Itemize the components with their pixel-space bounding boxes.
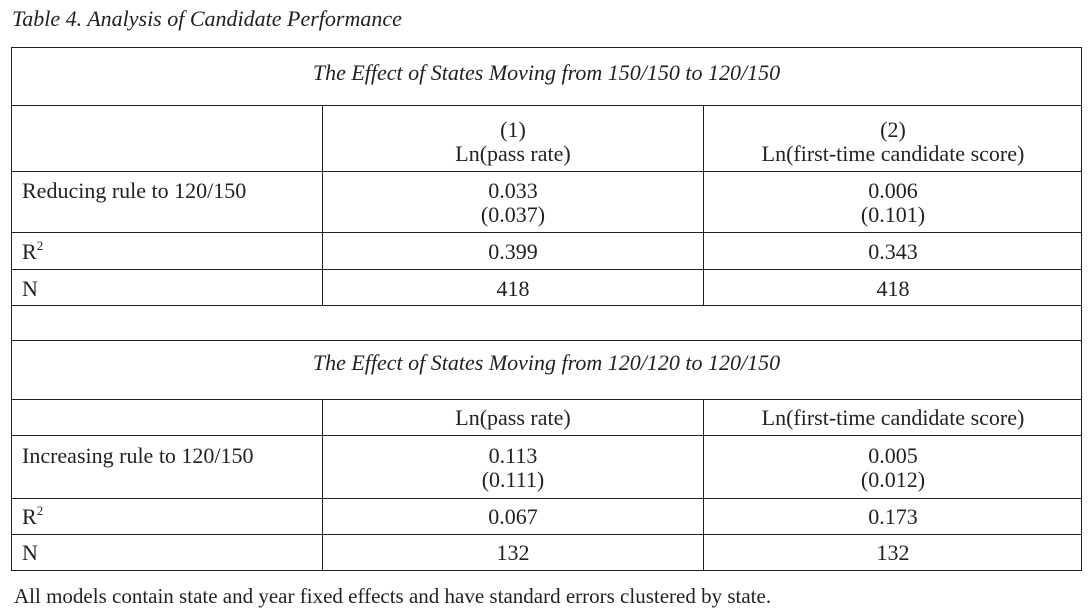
divider bbox=[12, 269, 1081, 270]
row-label-n: N bbox=[22, 540, 38, 565]
divider bbox=[12, 232, 1081, 233]
n-value: 132 bbox=[496, 540, 530, 565]
r-squared-value: 0.067 bbox=[488, 504, 538, 529]
row-label-r-squared: $R^2$ bbox=[22, 238, 44, 264]
coefficient: 0.033 bbox=[488, 178, 538, 203]
panel2-title: The Effect of States Moving from 120/120 to 120/150 bbox=[312, 350, 781, 375]
divider bbox=[12, 399, 1081, 400]
divider bbox=[12, 105, 1081, 106]
divider bbox=[12, 498, 1081, 499]
row-label-n: N bbox=[22, 276, 38, 301]
panel2-col1-header: Ln(pass rate) bbox=[455, 405, 571, 430]
n-value: 418 bbox=[496, 276, 530, 301]
n-value: 418 bbox=[876, 276, 910, 301]
panel1-title: The Effect of States Moving from 150/150 to 120/150 bbox=[312, 60, 781, 85]
divider bbox=[12, 305, 1081, 306]
standard-error: (0.101) bbox=[860, 202, 926, 227]
results-table bbox=[11, 47, 1082, 571]
panel1-col2-number: (2) bbox=[880, 117, 906, 142]
row-label: Increasing rule to 120/150 bbox=[22, 443, 254, 468]
r-squared-value: 0.399 bbox=[488, 239, 538, 264]
n-value: 132 bbox=[876, 540, 910, 565]
r-squared-value: 0.173 bbox=[868, 504, 918, 529]
panel2-col2-header: Ln(first-time candidate score) bbox=[761, 405, 1025, 430]
divider bbox=[12, 534, 1081, 535]
panel1-col2-header: Ln(first-time candidate score) bbox=[761, 141, 1025, 166]
panel1-col1-number: (1) bbox=[500, 117, 526, 142]
coefficient: 0.113 bbox=[488, 443, 538, 468]
table-caption: Table 4. Analysis of Candidate Performance bbox=[12, 6, 402, 31]
row-label-r-squared: $R^2$ bbox=[22, 503, 44, 529]
standard-error: (0.111) bbox=[481, 467, 545, 492]
divider bbox=[12, 435, 1081, 436]
row-label: Reducing rule to 120/150 bbox=[22, 178, 247, 203]
standard-error: (0.037) bbox=[480, 202, 546, 227]
divider bbox=[12, 171, 1081, 172]
coefficient: 0.005 bbox=[868, 443, 918, 468]
table-footnote: All models contain state and year fixed effects and have standard errors clustered by state. bbox=[14, 584, 772, 608]
panel1-col1-header: Ln(pass rate) bbox=[455, 141, 571, 166]
r-squared-value: 0.343 bbox=[868, 239, 918, 264]
divider bbox=[12, 340, 1081, 341]
standard-error: (0.012) bbox=[860, 467, 926, 492]
coefficient: 0.006 bbox=[868, 178, 918, 203]
